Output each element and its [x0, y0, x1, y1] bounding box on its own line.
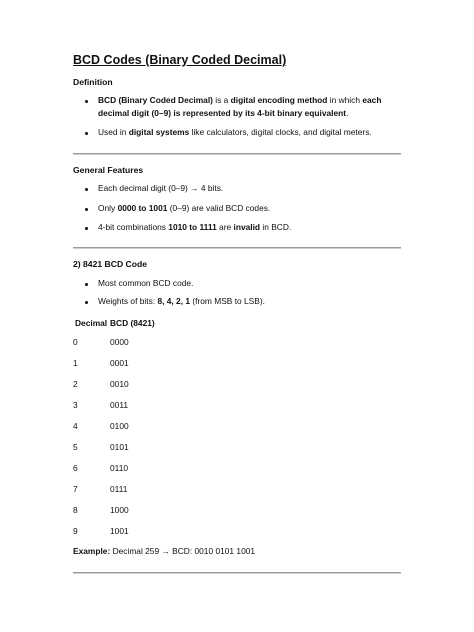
text-run: (from MSB to LSB). — [190, 296, 265, 306]
definition-heading: Definition — [73, 77, 113, 87]
valid-range: 0000 to 1001 — [117, 203, 168, 213]
bullet-dot — [85, 227, 88, 230]
bullet-dot — [85, 301, 88, 304]
table-cell-decimal: 4 — [73, 421, 78, 431]
bcd-term: BCD (Binary Coded Decimal) — [98, 95, 213, 105]
section-divider — [73, 247, 401, 249]
bullet-dot — [85, 188, 88, 191]
bullet-dot — [85, 100, 88, 103]
text-run: 4-bit combinations — [98, 222, 169, 232]
bullet-dot — [85, 208, 88, 211]
text-run: Weights of bits: — [98, 296, 158, 306]
text-run: are — [216, 222, 234, 232]
table-cell-bcd: 0010 — [110, 379, 129, 389]
text-run: is a — [212, 95, 231, 105]
section-divider — [73, 572, 401, 574]
text-run: Used in — [98, 127, 129, 137]
text-run: like calculators, digital clocks, and digital meters. — [189, 127, 372, 137]
table-cell-bcd: 0110 — [110, 463, 129, 473]
example-label: Example: — [73, 546, 111, 556]
table-header-bcd: BCD (8421) — [110, 318, 155, 328]
digital-systems-term: digital systems — [128, 127, 190, 137]
table-cell-bcd: 1001 — [110, 526, 129, 536]
table-cell-decimal: 8 — [73, 505, 78, 515]
section-divider — [73, 153, 401, 155]
encoding-term: digital encoding method — [230, 95, 328, 105]
invalid-range: 1010 to 1111 — [168, 222, 217, 232]
feature-item-1: Each decimal digit (0–9) → 4 bits. — [98, 183, 224, 193]
table-cell-decimal: 1 — [73, 358, 78, 368]
page-title: BCD Codes (Binary Coded Decimal) — [73, 53, 287, 67]
table-cell-decimal: 0 — [73, 337, 78, 347]
definition-bullet-1 — [98, 94, 398, 120]
table-cell-bcd: 0111 — [110, 484, 128, 494]
table-cell-bcd: 1000 — [110, 505, 129, 515]
bullet-dot — [85, 132, 88, 135]
text-run: (0–9) are valid BCD codes. — [167, 203, 271, 213]
table-cell-bcd: 0101 — [110, 442, 129, 452]
text-run: in which — [327, 95, 363, 105]
table-cell-decimal: 7 — [73, 484, 78, 494]
text-run: in BCD. — [260, 222, 292, 232]
text-run: . — [346, 108, 349, 118]
table-header-decimal: Decimal — [75, 318, 108, 328]
table-cell-bcd: 0011 — [110, 400, 129, 410]
table-cell-decimal: 5 — [73, 442, 78, 452]
table-cell-bcd: 0000 — [110, 337, 129, 347]
table-cell-bcd: 0100 — [110, 421, 129, 431]
invalid-term: invalid — [233, 222, 261, 232]
code8421-heading: 2) 8421 BCD Code — [73, 259, 148, 269]
bullet-dot — [85, 283, 88, 286]
table-cell-decimal: 9 — [73, 526, 78, 536]
text-run: Only — [98, 203, 118, 213]
bit-weights: 8, 4, 2, 1 — [157, 296, 191, 306]
feature-item-3 — [98, 221, 398, 234]
features-heading: General Features — [73, 165, 144, 175]
example-line — [73, 546, 255, 556]
definition-bullet-2 — [98, 126, 398, 139]
code8421-item-1: Most common BCD code. — [98, 278, 194, 288]
table-cell-decimal: 2 — [73, 379, 78, 389]
example-text: Decimal 259 → BCD: 0010 0101 1001 — [110, 546, 256, 556]
definition-emphasis: each decimal digit (0–9) is represented by its 4-bit binary equivalent — [98, 95, 382, 118]
feature-item-2 — [98, 202, 398, 215]
table-cell-decimal: 6 — [73, 463, 78, 473]
table-cell-decimal: 3 — [73, 400, 78, 410]
table-cell-bcd: 0001 — [110, 358, 129, 368]
code8421-item-2 — [98, 295, 398, 308]
